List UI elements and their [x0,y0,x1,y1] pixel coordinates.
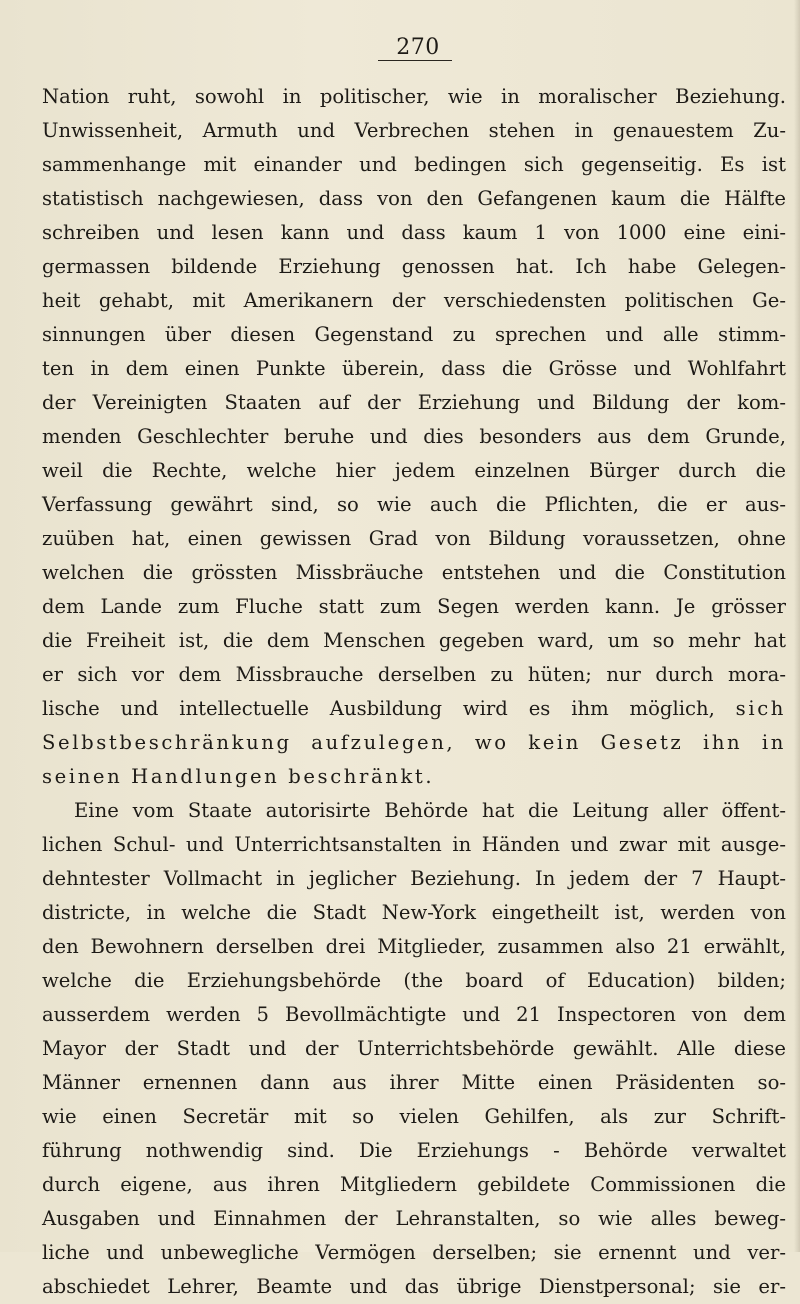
text-line: Ausgaben und Einnahmen der Lehranstalten, so wie alles beweg- [42,1207,786,1230]
text-line: durch eigene, aus ihren Mitgliedern gebildete Commissionen die [42,1173,786,1196]
spaced-emphasis: sich [735,697,786,720]
body-text [42,80,786,1304]
text-line: Unwissenheit, Armuth und Verbrechen stehen in genauestem Zu- [42,119,786,142]
text-line: er sich vor dem Missbrauche derselben zu hüten; nur durch mora- [42,663,786,686]
text-line: den Bewohnern derselben drei Mitglieder, zusammen also 21 erwählt, [42,935,786,958]
text-line: Nation ruht, sowohl in politischer, wie in moralischer Beziehung. [42,85,786,108]
text-line-spaced [42,760,786,794]
text-line-emphasis-start [42,692,786,726]
text-line: statistisch nachgewiesen, dass von den Gefangenen kaum die Hälfte [42,187,786,210]
text-line: ausserdem werden 5 Bevollmächtigte und 21 Inspectoren von dem [42,1003,786,1026]
text-line: wie einen Secretär mit so vielen Gehilfen, als zur Schrift- [42,1105,786,1128]
text-line: der Vereinigten Staaten auf der Erziehung und Bildung der kom- [42,391,786,414]
text-line: ten in dem einen Punkte überein, dass die Grösse und Wohlfahrt [42,357,786,380]
text-line: Männer ernennen dann aus ihrer Mitte einen Präsidenten so- [42,1071,786,1094]
text-line-spaced [42,726,786,760]
text-line: germassen bildende Erziehung genossen hat. Ich habe Gelegen- [42,255,786,278]
text-line: sammenhange mit einander und bedingen sich gegenseitig. Es ist [42,153,786,176]
text-line: Mayor der Stadt und der Unterrichtsbehörde gewählt. Alle diese [42,1037,786,1060]
text-line: sinnungen über diesen Gegenstand zu sprechen und alle stimm- [42,323,786,346]
text-line: dehntester Vollmacht in jeglicher Beziehung. In jedem der 7 Haupt- [42,867,786,890]
text-line: menden Geschlechter beruhe und dies besonders aus dem Grunde, [42,425,786,448]
text-line: schreiben und lesen kann und dass kaum 1 von 1000 eine eini- [42,221,786,244]
page-edge-shadow [794,0,800,1252]
text-line: lichen Schul- und Unterrichtsanstalten in Händen und zwar mit ausge- [42,833,786,856]
spaced-emphasis: seinen Handlungen beschränkt. [42,765,435,788]
text-line: Verfassung gewährt sind, so wie auch die Pflichten, die er aus- [42,493,786,516]
text-line: welche die Erziehungsbehörde (the board of Education) bilden; [42,969,786,992]
text-line: die Freiheit ist, die dem Menschen gegeben ward, um so mehr hat [42,629,786,652]
paragraph-start-line: Eine vom Staate autorisirte Behörde hat die Leitung aller öffent- [74,799,786,822]
page-number: 270 [396,35,440,60]
text-line: heit gehabt, mit Amerikanern der verschiedensten politischen Ge- [42,289,786,312]
text-line: abschiedet Lehrer, Beamte und das übrige Dienstpersonal; sie er- [42,1275,786,1298]
text-line: districte, in welche die Stadt New-York eingetheilt ist, werden von [42,901,786,924]
text-line: dem Lande zum Fluche statt zum Segen werden kann. Je grösser [42,595,786,618]
page-number-underline [378,60,452,61]
text-line: welchen die grössten Missbräuche entstehen und die Constitution [42,561,786,584]
text-line: führung nothwendig sind. Die Erziehungs - Behörde verwaltet [42,1139,786,1162]
text-segment: lische und intellectuelle Ausbildung wird es ihm möglich, [42,697,715,720]
spaced-emphasis: Selbstbeschränkung aufzulegen, wo kein Gesetz ihn in [42,731,786,754]
text-line: weil die Rechte, welche hier jedem einzelnen Bürger durch die [42,459,786,482]
text-line: zuüben hat, einen gewissen Grad von Bildung voraussetzen, ohne [42,527,786,550]
text-line: liche und unbewegliche Vermögen derselben; sie ernennt und ver- [42,1241,786,1264]
